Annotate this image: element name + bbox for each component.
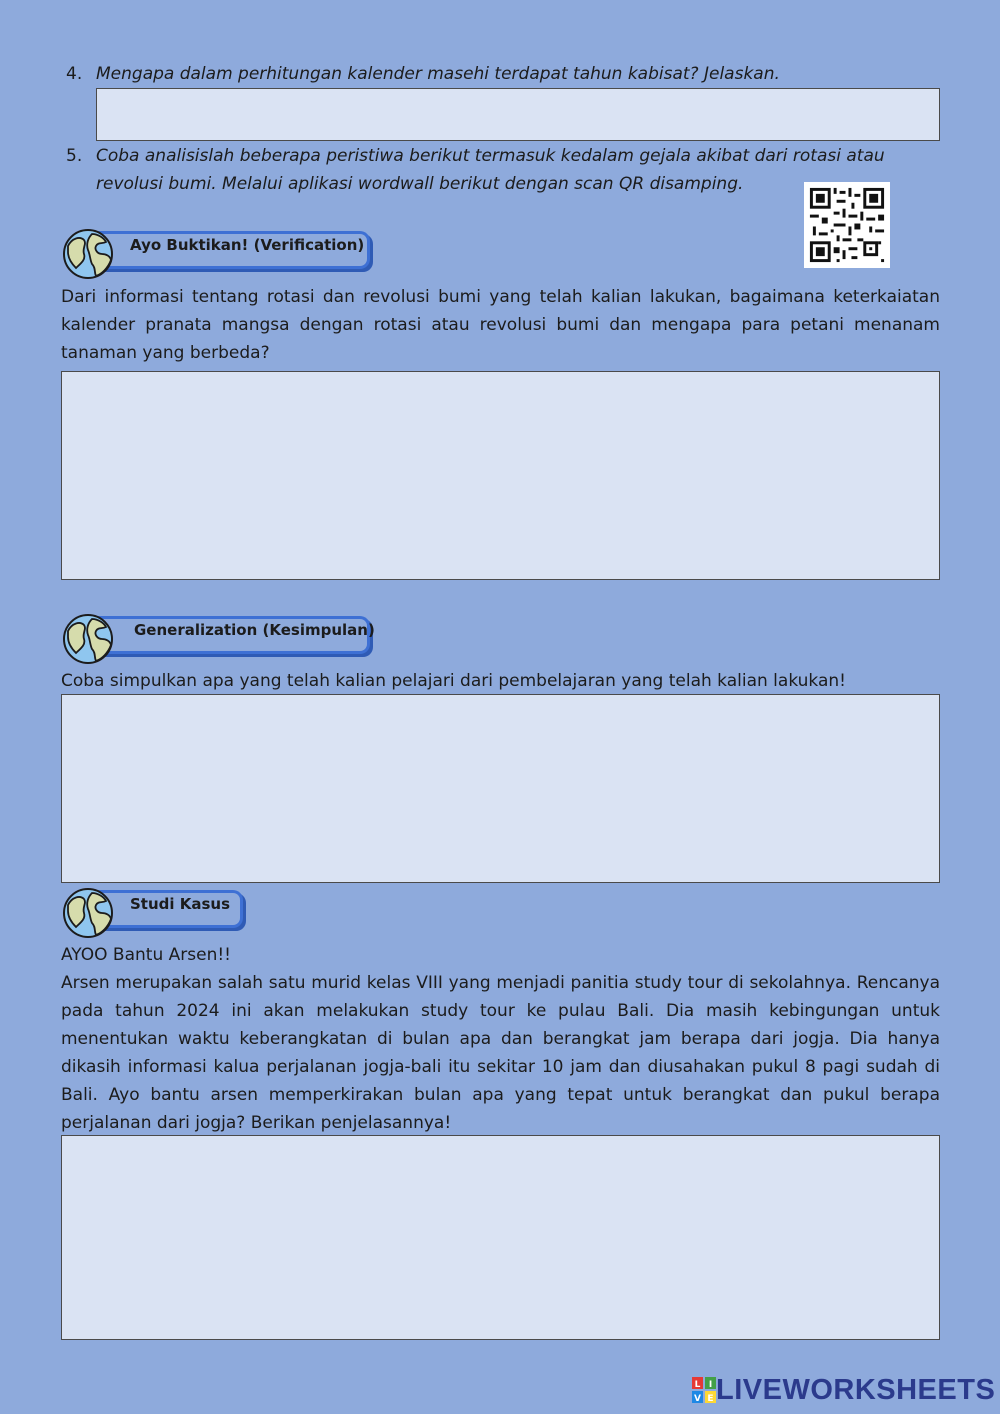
generalization-prompt: Coba simpulkan apa yang telah kalian pelajari dari pembelajaran yang telah kalian lakukan!: [61, 671, 846, 691]
question-5-line2-end: berikut dengan scan QR disamping.: [433, 174, 744, 194]
question-5-number: 5.: [66, 146, 83, 166]
answer-box-verification[interactable]: [61, 371, 940, 580]
verification-prompt: Dari informasi tentang rotasi dan revolusi bumi yang telah kalian lakukan, bagaimana keterkaiatan kalender pranata mangsa dengan rotasi atau revolusi bumi dan mengapa para petani menanam tanaman yang berbeda?: [61, 287, 940, 363]
section-tag-generalization: [62, 613, 374, 657]
logo-letter-l: L: [694, 1380, 701, 1390]
answer-input-q4[interactable]: [97, 89, 939, 140]
globe-icon: [62, 887, 116, 941]
brand-name: LIVEWORKSHEETS: [716, 1373, 996, 1406]
logo-mark-icon: [692, 1377, 716, 1403]
globe-icon: [62, 228, 116, 282]
section-heading-generalization: Generalization (Kesimpulan): [134, 621, 375, 639]
question-5-line1: Coba analisislah beberapa peristiwa berikut termasuk kedalam gejala akibat dari rotasi atau: [96, 146, 885, 166]
section-tag-verification: [62, 228, 374, 272]
case-study-subtitle: AYOO Bantu Arsen!!: [61, 945, 231, 965]
answer-box-generalization[interactable]: [61, 694, 940, 883]
globe-icon: [62, 613, 116, 667]
liveworksheets-logo: [692, 1372, 995, 1408]
logo-letter-i: I: [708, 1380, 713, 1390]
answer-input-verification[interactable]: [62, 372, 939, 579]
qr-code-icon[interactable]: [804, 182, 890, 268]
question-4-number: 4.: [66, 64, 83, 84]
question-5-line2: [96, 170, 743, 198]
answer-input-generalization[interactable]: [62, 695, 939, 882]
section-heading-verification: Ayo Buktikan! (Verification): [130, 236, 365, 254]
section-tag-case-study: [62, 887, 246, 931]
logo-letter-e: E: [707, 1394, 714, 1403]
question-4-text: Mengapa dalam perhitungan kalender masehi terdapat tahun kabisat? Jelaskan.: [96, 64, 780, 84]
case-study-body: Arsen merupakan salah satu murid kelas VIII yang menjadi panitia study tour di sekolahnya. Rencanya pada tahun 2024 ini akan melakukan study tour ke pulau Bali. Dia masih kebingungan untuk menentukan waktu keberangkatan di bulan apa dan berangkat jam berapa dari jogja. Dia hanya dikasih informasi kalua perjalanan jogja-bali itu sekitar 10 jam dan diusahakan pukul 8 pagi sudah di Bali. Ayo bantu arsen memperkirakan bulan apa yang tepat untuk berangkat dan pukul berapa perjalanan dari jogja? Berikan penjelasannya!: [61, 973, 940, 1133]
answer-input-case-study[interactable]: [62, 1136, 939, 1339]
answer-box-q4[interactable]: [96, 88, 940, 141]
question-5-line2-start: revolusi bumi. Melalui aplikasi: [96, 174, 358, 194]
wordwall-emphasis: wordwall: [357, 174, 434, 194]
answer-box-case-study[interactable]: [61, 1135, 940, 1340]
section-heading-case-study: Studi Kasus: [130, 895, 231, 913]
logo-letter-v: V: [694, 1394, 701, 1403]
